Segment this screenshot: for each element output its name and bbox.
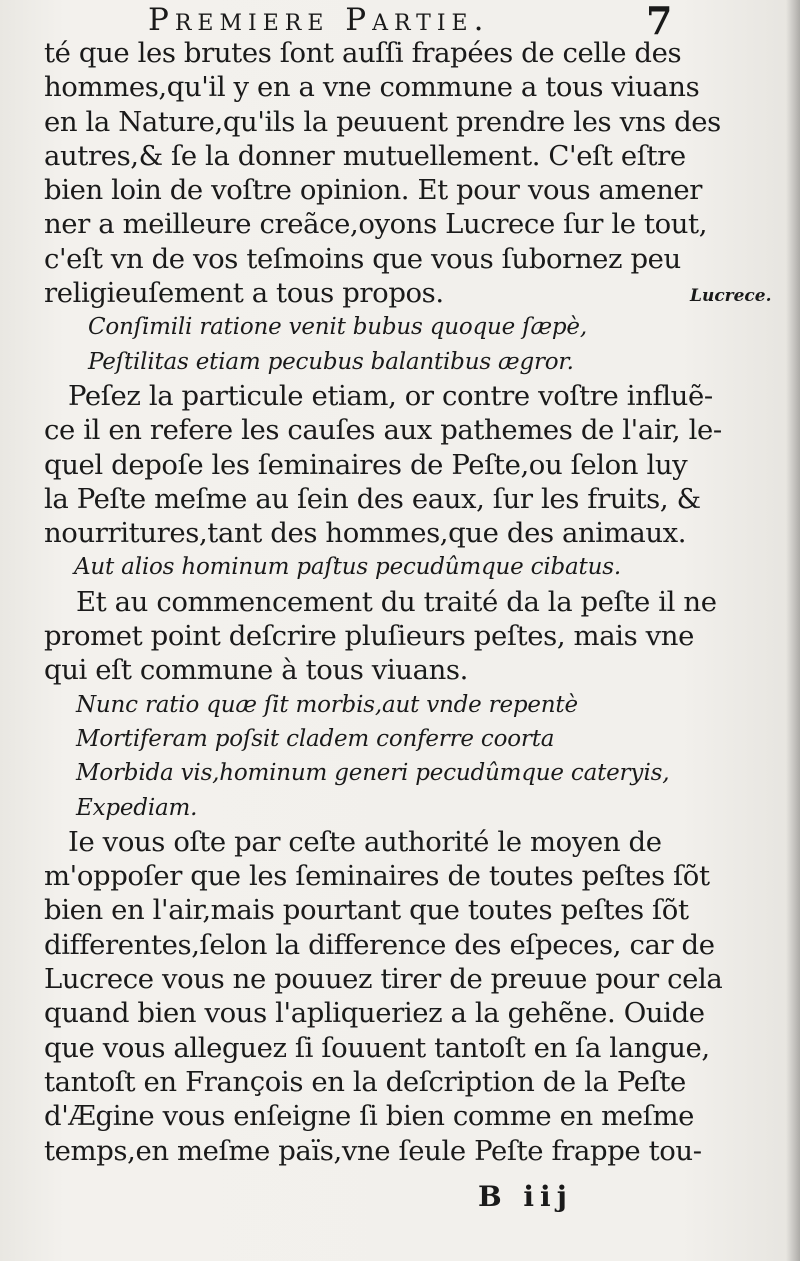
text-line: bien loin de voſtre opinion. Et pour vous amener [44, 174, 703, 207]
text-line: differentes,ſelon la difference des eſpeces, car de [44, 928, 715, 961]
page-number: 7 [646, 0, 673, 43]
verse-line: Nunc ratio quæ ſit morbis,aut vnde repentè [76, 691, 578, 718]
text-line: d'Ægine vous enſeigne ſi bien comme en meſme [44, 1100, 695, 1133]
text-line: temps,en meſme païs,vne ſeule Peſte frappe tou- [44, 1134, 702, 1167]
page-edge-shadow [786, 0, 800, 1261]
text-line: en la Nature,qu'ils la peuuent prendre les vns des [44, 105, 721, 138]
text-line: Ie vous oſte par ceſte authorité le moyen de [68, 825, 662, 858]
text-line: té que les brutes ſont auſſi frapées de celle des [44, 37, 682, 69]
running-head: Premiere Partie. [148, 2, 490, 38]
verse-line: Conſimili ratione venit bubus quoque ſæpè, [88, 314, 587, 341]
verse-line: Morbida vis,hominum generi pecudûmque caterуis, [76, 760, 670, 787]
text-line: promet point deſcrire pluſieurs peſtes, mais vne [44, 620, 694, 653]
signature-mark: B iij [478, 1180, 573, 1213]
text-line: religieuſement a tous propos. [44, 277, 444, 310]
verse-line: Aut alios hominum paſtus pecudûmque cibatus. [74, 554, 621, 581]
text-line: Et au commencement du traité da la peſte il ne [76, 585, 717, 618]
text-line: que vous alleguez ſi ſouuent tantoſt en ſa langue, [44, 1031, 710, 1064]
text-line: hommes,qu'il y en a vne commune a tous viuans [44, 71, 700, 104]
text-line: Peſez la particule etiam, or contre voſtre influẽ- [68, 379, 713, 412]
text-line: nourritures,tant des hommes,que des animaux. [44, 517, 687, 550]
text-line: c'eſt vn de vos teſmoins que vous ſubornez peu [44, 242, 681, 275]
text-line: la Peſte meſme au ſein des eaux, ſur les fruits, & [44, 482, 701, 515]
text-line: ce il en refere les cauſes aux pathemes de l'air, le- [44, 414, 722, 447]
text-line: quand bien vous l'apliqueriez a la gehẽne. Ouide [44, 997, 705, 1030]
text-line: qui eſt commune à tous viuans. [44, 654, 468, 687]
verse-line: Peſtilitas etiam pecubus balantibus ægror. [88, 348, 574, 375]
text-line: tantoſt en François en la deſcription de la Peſte [44, 1065, 686, 1098]
text-line: bien en l'air,mais pourtant que toutes peſtes ſõt [44, 894, 689, 927]
margin-note: Lucrece. [690, 286, 772, 306]
text-line: m'oppoſer que les ſeminaires de toutes peſtes ſõt [44, 860, 710, 893]
text-line: quel depoſe les ſeminaires de Peſte,ou ſelon luy [44, 448, 688, 481]
verse-line: Expediam. [76, 794, 198, 821]
text-line: autres,& ſe la donner mutuellement. C'eſt eſtre [44, 139, 686, 172]
text-line: Lucrece vous ne pouuez tirer de preuue pour cela [44, 963, 723, 996]
verse-line: Mortiferam poſsit cladem conferre coorta [76, 725, 555, 752]
page-header [0, 0, 800, 43]
body-text [44, 36, 723, 1168]
text-line: ner a meilleure creãce,oyons Lucrece ſur le tout, [44, 208, 708, 241]
